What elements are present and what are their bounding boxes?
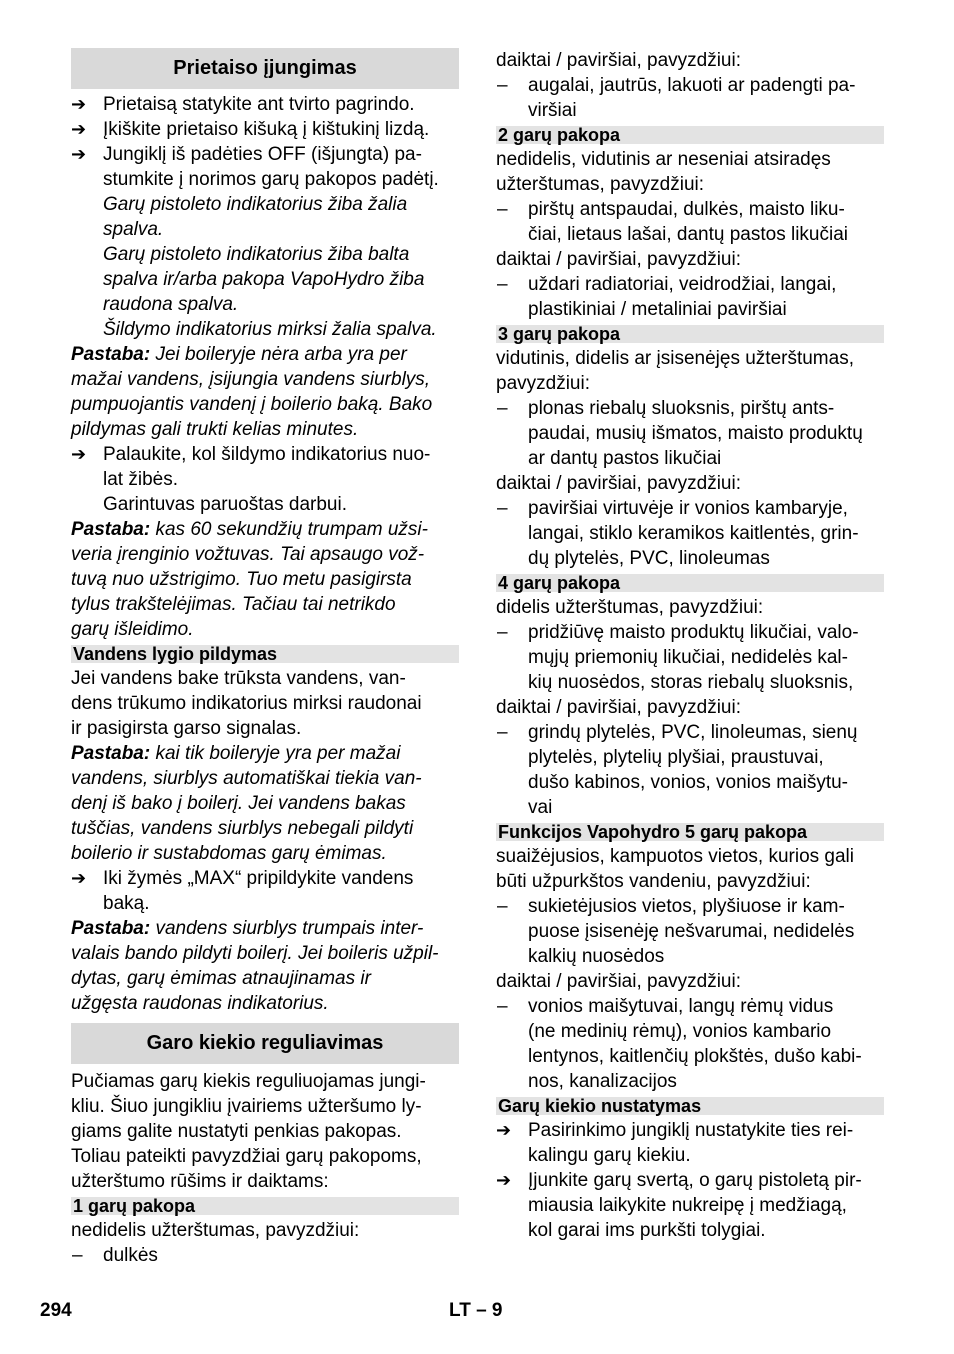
text-line: giams galite nustatyti penkias pakopas. — [71, 1121, 402, 1142]
text-line: dens trūkumo indikatorius mirksi raudonai — [71, 693, 422, 714]
list-item: langai, stiklo keramikos kaitlentės, grin- — [528, 523, 859, 544]
note-text: kai tik boileryje yra per mažai — [150, 743, 401, 764]
text-line: Garintuvas paruoštas darbui. — [103, 494, 347, 515]
text-line: vidutinis, didelis ar įsisenėjęs užterštumas, — [496, 348, 854, 369]
note-label: Pastaba: — [71, 344, 151, 365]
text-line: mažai vandens, įsijungia vandens siurblys, — [71, 369, 431, 390]
text-line: Jei vandens bake trūksta vandens, van- — [71, 668, 406, 689]
text-line: vandens, siurblys automatiškai tiekia van- — [71, 768, 422, 789]
note-label: Pastaba: — [71, 918, 151, 939]
left-column — [71, 48, 459, 1268]
text-line: suaižėjusios, kampuotos vietos, kurios gali — [496, 846, 855, 867]
text-line: boilerio ir sustabdomas garų ėmimas. — [71, 843, 387, 864]
list-item: kių nuosėdos, storas riebalų sluoksnis, — [528, 672, 854, 693]
list-item: – sukietėjusios vietos, plyšiuose ir kam- — [496, 894, 884, 919]
instruction-step: ➔ Prietaisą statykite ant tvirto pagrindo. — [71, 92, 459, 117]
right-column — [496, 48, 884, 1243]
instruction-step: stumkite į norimos garų pakopos padėtį. — [103, 169, 439, 190]
subsection-heading: 2 garų pakopa — [496, 126, 884, 144]
list-item: dų plytelės, PVC, linoleumas — [528, 548, 770, 569]
text-line: veria įrenginio vožtuvas. Tai apsaugo vož- — [71, 544, 425, 565]
note-paragraph — [71, 741, 459, 766]
text-line: pavyzdžiui: — [496, 373, 590, 394]
instruction-step: kol garai ims purkšti tolygiai. — [528, 1220, 766, 1241]
text-line: tuščias, vandens siurblys nebegali pildyti — [71, 818, 414, 839]
text-line: valais bando pildyti boilerį. Jei boileris užpil- — [71, 943, 439, 964]
note-label: Pastaba: — [71, 519, 151, 540]
text-line: užterštumo rūšims ir daiktams: — [71, 1171, 329, 1192]
list-item: – uždari radiatoriai, veidrodžiai, langai, — [496, 272, 884, 297]
text-line: užterštumas, pavyzdžiui: — [496, 174, 705, 195]
list-item: plytelės, plytelių plyšiai, praustuvai, — [528, 747, 824, 768]
list-item: nos, kanalizacijos — [528, 1071, 677, 1092]
note-text: Jei boileryje nėra arba yra per — [150, 344, 407, 365]
subsection-heading: 4 garų pakopa — [496, 574, 884, 592]
text-line: didelis užterštumas, pavyzdžiui: — [496, 597, 764, 618]
text-line: Pučiamas garų kiekis reguliuojamas jungi- — [71, 1071, 426, 1092]
list-item: – augalai, jautrūs, lakuoti ar padengti pa- — [496, 73, 884, 98]
list-item: – grindų plytelės, PVC, linoleumas, sienų — [496, 720, 884, 745]
text-line: daiktai / paviršiai, pavyzdžiui: — [496, 473, 741, 494]
text-line: Garų pistoleto indikatorius žiba balta — [103, 244, 410, 265]
text-line: denį iš bako į boilerį. Jei vandens bakas — [71, 793, 406, 814]
text-line: Garų pistoleto indikatorius žiba žalia — [103, 194, 408, 215]
note-text: vandens siurblys trumpais inter- — [150, 918, 424, 939]
list-item: – plonas riebalų sluoksnis, pirštų ants- — [496, 396, 884, 421]
text-line: spalva ir/arba pakopa VapoHydro žiba — [103, 269, 425, 290]
list-item: čiai, lietaus lašai, dantų pastos likučiai — [528, 224, 849, 245]
text-line: Šildymo indikatorius mirksi žalia spalva. — [103, 319, 437, 340]
text-line: spalva. — [103, 219, 164, 240]
list-item: – dulkės — [71, 1243, 459, 1268]
page-section-label: LT – 9 — [449, 1300, 503, 1321]
note-paragraph — [71, 517, 459, 542]
list-item: – pirštų antspaudai, dulkės, maisto liku- — [496, 197, 884, 222]
list-item: plastikiniai / metaliniai paviršiai — [528, 299, 787, 320]
text-line: garų išleidimo. — [71, 619, 194, 640]
instruction-step: lat žibės. — [103, 469, 178, 490]
instruction-step: ➔ Įkiškite prietaiso kišuką į kištukinį lizdą. — [71, 117, 459, 142]
list-item: lentynos, kaitlenčių plokštės, dušo kabi- — [528, 1046, 862, 1067]
text-line: daiktai / paviršiai, pavyzdžiui: — [496, 697, 741, 718]
list-item: vai — [528, 797, 553, 818]
note-paragraph — [71, 342, 459, 367]
subsection-heading: Vandens lygio pildymas — [71, 645, 459, 663]
text-line: daiktai / paviršiai, pavyzdžiui: — [496, 50, 741, 71]
instruction-step: miausia laikykite nukreipę į medžiagą, — [528, 1195, 847, 1216]
text-line: tuvą nuo užstrigimo. Tuo metu pasigirsta — [71, 569, 412, 590]
text-line: nedidelis užterštumas, pavyzdžiui: — [71, 1220, 360, 1241]
section-heading: Garo kiekio reguliavimas — [71, 1023, 459, 1064]
list-item: paudai, musių išmatos, maisto produktų — [528, 423, 863, 444]
text-line: daiktai / paviršiai, pavyzdžiui: — [496, 249, 741, 270]
list-item: mųjų priemonių likučiai, nedidelės kal- — [528, 647, 848, 668]
list-item: kalkių nuosėdos — [528, 946, 665, 967]
text-line: kliu. Šiuo jungikliu įvairiems užteršumo ly- — [71, 1096, 422, 1117]
subsection-heading: 1 garų pakopa — [71, 1197, 459, 1215]
text-line: būti užpurkštos vandeniu, pavyzdžiui: — [496, 871, 811, 892]
instruction-step: ➔ Įjunkite garų svertą, o garų pistoletą pir- — [496, 1168, 884, 1193]
subsection-heading: 3 garų pakopa — [496, 325, 884, 343]
text-line: daiktai / paviršiai, pavyzdžiui: — [496, 971, 741, 992]
instruction-step: ➔ Pasirinkimo jungiklį nustatykite ties rei- — [496, 1118, 884, 1143]
instruction-step: ➔ Palaukite, kol šildymo indikatorius nuo- — [71, 442, 459, 467]
text-line: nedidelis, vidutinis ar neseniai atsiradęs — [496, 149, 831, 170]
text-line: tylus trakštelėjimas. Tačiau tai netrikdo — [71, 594, 396, 615]
text-line: raudona spalva. — [103, 294, 239, 315]
instruction-step: ➔ Iki žymės „MAX“ pripildykite vandens — [71, 866, 459, 891]
list-item: – pridžiūvę maisto produktų likučiai, valo- — [496, 620, 884, 645]
section-heading: Prietaiso įjungimas — [71, 48, 459, 89]
text-line: ir pasigirsta garso signalas. — [71, 718, 302, 739]
text-line: pildymas gali trukti kelias minutes. — [71, 419, 359, 440]
subsection-heading: Funkcijos Vapohydro 5 garų pakopa — [496, 823, 884, 841]
note-text: kas 60 sekundžių trumpam užsi- — [150, 519, 428, 540]
list-item: dušo kabinos, vonios, vonios maišytu- — [528, 772, 848, 793]
instruction-step: baką. — [103, 893, 150, 914]
text-line: Toliau pateikti pavyzdžiai garų pakopoms, — [71, 1146, 422, 1167]
list-item: – vonios maišytuvai, langų rėmų vidus — [496, 994, 884, 1019]
page-number: 294 — [40, 1300, 72, 1321]
instruction-step: kalingu garų kiekiu. — [528, 1145, 691, 1166]
text-line: dytas, garų ėmimas atnaujinamas ir — [71, 968, 371, 989]
text-line: užgęsta raudonas indikatorius. — [71, 993, 329, 1014]
list-item: viršiai — [528, 100, 577, 121]
list-item: puose įsisenėję nešvarumai, nedidelės — [528, 921, 855, 942]
list-item: – paviršiai virtuvėje ir vonios kambaryje, — [496, 496, 884, 521]
note-paragraph — [71, 916, 459, 941]
list-item: (ne medinių rėmų), vonios kambario — [528, 1021, 832, 1042]
list-item: ar dantų pastos likučiai — [528, 448, 722, 469]
text-line: pumpuojantis vandenį į boilerio baką. Bako — [71, 394, 433, 415]
instruction-step: ➔ Jungiklį iš padėties OFF (išjungta) pa- — [71, 142, 459, 167]
subsection-heading: Garų kiekio nustatymas — [496, 1097, 884, 1115]
note-label: Pastaba: — [71, 743, 151, 764]
